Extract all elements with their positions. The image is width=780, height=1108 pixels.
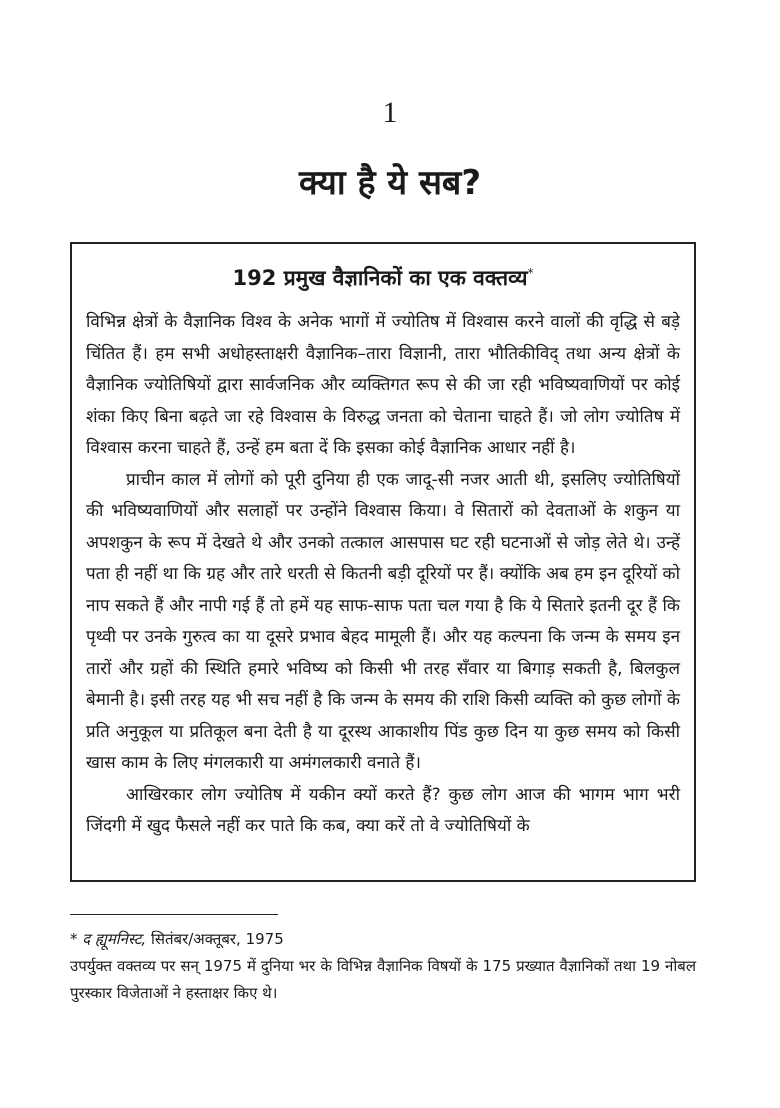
statement-heading-text: 192 प्रमुख वैज्ञानिकों का एक वक्तव्य <box>232 266 528 290</box>
statement-box <box>70 242 696 882</box>
chapter-number: 1 <box>382 96 398 129</box>
footnote-source <box>70 926 696 953</box>
footnote-marker: * <box>527 266 534 280</box>
statement-paragraph-1: विभिन्न क्षेत्रों के वैज्ञानिक विश्व के अनेक भागों में ज्योतिष में विश्वास करने वालों की वृद्धि से बड़े चिंतित हैं। हम सभी अधोहस्ताक्षरी वैज्ञानिक–तारा विज्ञानी, तारा भौतिकीविद् तथा अन्य क्षेत्रों के वैज्ञानिक ज्योतिषियों द्वारा सार्वजनिक और व्यक्तिगत रूप से की जा रही भविष्यवाणियों पर कोई शंका किए बिना बढ़ते जा रहे विश्वास के विरुद्ध जनता को चेताना चाहते हैं। जो लोग ज्योतिष में विश्वास करना चाहते हैं, उन्हें हम बता दें कि इसका कोई वैज्ञानिक आधार नहीं है। <box>86 312 680 458</box>
footnote-source-date: सितंबर/अक्तूबर, 1975 <box>150 930 284 948</box>
statement-paragraph-2: प्राचीन काल में लोगों को पूरी दुनिया ही एक जादू-सी नजर आती थी, इसलिए ज्योतिषियों की भविष्यवाणियों और सलाहों पर उन्होंने विश्वास किया। वे सितारों को देवताओं के शकुन या अपशकुन के रूप में देखते थे और उनको तत्काल आसपास घट रही घटनाओं से जोड़ लेते थे। उन्हें पता ही नहीं था कि ग्रह और तारे धरती से कितनी बड़ी दूरियों पर हैं। क्योंकि अब हम इन दूरियों को नाप सकते हैं और नापी गई हैं तो हमें यह साफ-साफ पता चल गया है कि ये सितारे इतनी दूर हैं कि पृथ्वी पर उनके गुरुत्व का या दूसरे प्रभाव बेहद मामूली हैं। और यह कल्पना कि जन्म के समय इन तारों और ग्रहों की स्थिति हमारे भविष्य को किसी भी तरह सँवार या बिगाड़ सकती है, बिलकुल बेमानी है। इसी तरह यह भी सच नहीं है कि जन्म के समय की राशि किसी व्यक्ति को कुछ लोगों के प्रति अनुकूल या प्रतिकूल बना देती है या दूरस्थ आकाशीय पिंड कुछ दिन या कुछ समय को किसी खास काम के लिए मंगलकारी या अमंगलकारी वनाते हैं। <box>86 469 680 773</box>
chapter-title: क्या है ये सब? <box>298 163 482 203</box>
footnote-source-marker: * <box>70 930 78 948</box>
footnote-rule <box>70 914 278 915</box>
footnote-source-title: द ह्यूमनिस्ट, <box>82 930 147 948</box>
footnote <box>70 926 696 1007</box>
footnote-note: उपर्युक्त वक्तव्य पर सन् 1975 में दुनिया भर के विभिन्न वैज्ञानिक विषयों के 175 प्रख्यात वैज्ञानिकों तथा 19 नोबल पुरस्कार विजेताओं ने हस्ताक्षर किए थे। <box>70 957 696 1002</box>
statement-heading <box>86 258 680 293</box>
statement-paragraph-3: आखिरकार लोग ज्योतिष में यकीन क्यों करते हैं? कुछ लोग आज की भागम भाग भरी जिंदगी में खुद फैसले नहीं कर पाते कि कब, क्या करें तो वे ज्योतिषियों के <box>86 784 680 836</box>
